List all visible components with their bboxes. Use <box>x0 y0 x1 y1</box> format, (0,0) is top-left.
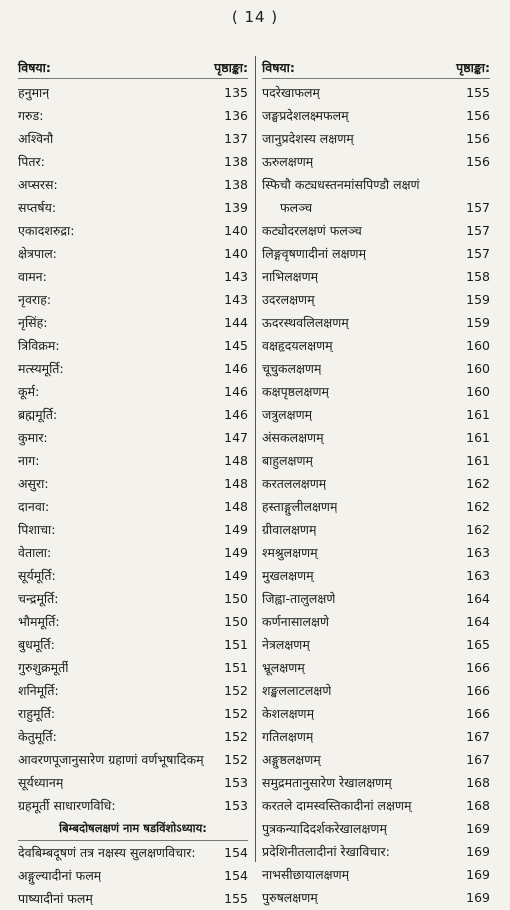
toc-entry <box>18 104 248 127</box>
entry-title: क्षेत्रपाल: <box>18 246 57 261</box>
entry-page: 162 <box>466 476 490 491</box>
entry-page: 147 <box>224 430 248 445</box>
toc-entry <box>18 725 248 748</box>
toc-entry <box>262 656 490 679</box>
entry-page: 140 <box>224 246 248 261</box>
entry-title: हस्ताङ्गुलीलक्षणम् <box>262 499 338 514</box>
toc-entry <box>262 541 490 564</box>
left-entry-list-after <box>18 841 248 910</box>
toc-entry <box>18 495 248 518</box>
entry-title: वेताला: <box>18 545 52 560</box>
entry-page: 166 <box>466 706 490 721</box>
toc-entry <box>18 887 248 910</box>
toc-entry <box>262 840 490 863</box>
toc-entry <box>18 564 248 587</box>
entry-title: ब्रह्ममूर्ति: <box>18 407 58 422</box>
entry-title: कर्णनासालक्षणे <box>262 614 329 629</box>
entry-title: चूचुकलक्षणम् <box>262 361 322 376</box>
entry-page: 152 <box>224 683 248 698</box>
entry-page: 152 <box>224 729 248 744</box>
entry-page: 169 <box>466 890 490 905</box>
entry-page: 136 <box>224 108 248 123</box>
entry-page: 158 <box>466 269 490 284</box>
entry-title: कुमार: <box>18 430 48 445</box>
entry-page: 156 <box>466 131 490 146</box>
toc-entry <box>262 288 490 311</box>
entry-page: 153 <box>224 775 248 790</box>
toc-entry <box>262 587 490 610</box>
entry-page: 162 <box>466 522 490 537</box>
entry-page: 168 <box>466 798 490 813</box>
toc-entry <box>262 564 490 587</box>
entry-title: नाभिलक्षणम् <box>262 269 319 284</box>
entry-page: 163 <box>466 568 490 583</box>
toc-entry <box>18 633 248 656</box>
toc-entry-multiline <box>262 173 490 196</box>
entry-title: ग्रहमूर्ती साधारणविधि: <box>18 798 116 813</box>
entry-title: पाष्यादीनां फलम् <box>18 891 93 906</box>
entry-title: हनुमान् <box>18 85 50 100</box>
entry-page: 154 <box>224 845 248 860</box>
toc-entry <box>18 679 248 702</box>
page-header: पृष्ठाङ्का: <box>456 60 490 75</box>
toc-entry <box>18 81 248 104</box>
toc-entry <box>18 311 248 334</box>
entry-title: अंसकलक्षणम् <box>262 430 324 445</box>
toc-entry <box>262 403 490 426</box>
entry-page: 149 <box>224 545 248 560</box>
topic-header: विषया: <box>18 60 51 75</box>
entry-page: 138 <box>224 177 248 192</box>
entry-title: अङ्गुल्यादीनां फलम् <box>18 868 102 883</box>
toc-entry <box>18 610 248 633</box>
entry-title: भौममूर्ति: <box>18 614 60 629</box>
entry-title: अप्सरस: <box>18 177 58 192</box>
entry-page: 159 <box>466 315 490 330</box>
entry-page: 163 <box>466 545 490 560</box>
toc-entry <box>262 357 490 380</box>
toc-entry <box>18 449 248 472</box>
entry-title: भ्रूलक्षणम् <box>262 660 305 675</box>
toc-entry <box>262 495 490 518</box>
entry-page: 146 <box>224 384 248 399</box>
entry-title: नृवराह: <box>18 292 52 307</box>
toc-entry <box>18 541 248 564</box>
entry-page: 164 <box>466 614 490 629</box>
entry-title: सप्तर्षय: <box>18 200 57 215</box>
entry-title: ग्रीवालक्षणम् <box>262 522 317 537</box>
entry-page: 152 <box>224 752 248 767</box>
entry-title: त्रिविक्रम: <box>18 338 60 353</box>
entry-page: 139 <box>224 200 248 215</box>
entry-page: 146 <box>224 407 248 422</box>
entry-page: 148 <box>224 499 248 514</box>
entry-title: अङ्गुष्ठलक्षणम् <box>262 752 321 767</box>
entry-title: श्मश्रुलक्षणम् <box>262 545 318 560</box>
entry-page: 151 <box>224 660 248 675</box>
entry-title: बुधमूर्ति: <box>18 637 55 652</box>
toc-entry <box>262 748 490 771</box>
toc-entry <box>262 633 490 656</box>
toc-entry <box>18 150 248 173</box>
entry-page: 148 <box>224 476 248 491</box>
entry-page: 146 <box>224 361 248 376</box>
toc-entry <box>18 587 248 610</box>
entry-title: वामन: <box>18 269 47 284</box>
entry-page: 160 <box>466 361 490 376</box>
column-divider <box>255 56 256 862</box>
entry-title: ऊदरस्थवलिलक्षणम् <box>262 315 349 330</box>
entry-page: 155 <box>224 891 248 906</box>
entry-page: 160 <box>466 384 490 399</box>
entry-page: 157 <box>466 223 490 238</box>
entry-page: 156 <box>466 154 490 169</box>
entry-page: 143 <box>224 292 248 307</box>
entry-title: करतललक्षणम् <box>262 476 327 491</box>
entry-page: 164 <box>466 591 490 606</box>
entry-title: जानुप्रदेशस्य लक्षणम् <box>262 131 354 146</box>
entry-title: राहुमूर्ति: <box>18 706 56 721</box>
entry-page: 140 <box>224 223 248 238</box>
toc-entry <box>262 518 490 541</box>
entry-title: उदरलक्षणम् <box>262 292 315 307</box>
entry-page: 162 <box>466 499 490 514</box>
entry-title: पितर: <box>18 154 45 169</box>
toc-entry <box>18 242 248 265</box>
right-entry-list-after <box>262 219 490 909</box>
entry-title: नाभसीछायालक्षणम् <box>262 867 350 882</box>
entry-title: मत्स्यमूर्ति: <box>18 361 64 376</box>
entry-title: कक्षपृष्ठलक्षणम् <box>262 384 329 399</box>
toc-entry <box>18 472 248 495</box>
entry-page: 167 <box>466 752 490 767</box>
entry-page: 150 <box>224 614 248 629</box>
entry-page: 153 <box>224 798 248 813</box>
entry-title: मुखलक्षणम् <box>262 568 314 583</box>
toc-entry <box>262 725 490 748</box>
entry-page: 144 <box>224 315 248 330</box>
entry-title: आवरणपूजानुसारेण ग्रहाणां वर्णभूषादिकम् <box>18 752 204 767</box>
entry-title: लिङ्गवृषणादीनां लक्षणम् <box>262 246 367 261</box>
entry-title: नाग: <box>18 453 40 468</box>
toc-entry <box>262 334 490 357</box>
entry-title: अश्विनौ <box>18 131 54 146</box>
right-column-header <box>262 58 490 79</box>
toc-entry <box>18 426 248 449</box>
entry-title: बाहुलक्षणम् <box>262 453 313 468</box>
entry-title: जिह्वा-तालुलक्षणे <box>262 591 336 606</box>
entry-page: 169 <box>466 821 490 836</box>
toc-entry <box>262 794 490 817</box>
toc-entry <box>18 771 248 794</box>
toc-entry <box>262 886 490 909</box>
entry-title: देवबिम्बदूषणं तत्र नक्षस्य सुलक्षणविचार: <box>18 845 196 860</box>
toc-entry <box>262 219 490 242</box>
right-column <box>262 58 490 909</box>
toc-entry <box>18 357 248 380</box>
toc-entry <box>18 173 248 196</box>
entry-page: 157 <box>466 200 490 215</box>
entry-page: 166 <box>466 683 490 698</box>
section-heading-text: बिम्बदोषलक्षणं नाम षडविंशोऽध्याय: <box>59 821 207 835</box>
toc-entry <box>262 81 490 104</box>
entry-page: 165 <box>466 637 490 652</box>
entry-page: 167 <box>466 729 490 744</box>
toc-entry <box>18 127 248 150</box>
toc-entry <box>262 679 490 702</box>
entry-title: समुद्रमतानुसारेण रेखालक्षणम् <box>262 775 392 790</box>
entry-title: करतले दामस्वस्तिकादीनां लक्षणम् <box>262 798 412 813</box>
entry-title: शङ्खललाटलक्षणे <box>262 683 332 698</box>
toc-entry <box>262 702 490 725</box>
entry-title: नृसिंह: <box>18 315 48 330</box>
entry-title: पदरेखाफलम् <box>262 85 320 100</box>
toc-entry <box>18 265 248 288</box>
entry-title-continued: फलञ्च <box>280 200 313 215</box>
entry-page: 169 <box>466 844 490 859</box>
entry-page: 135 <box>224 85 248 100</box>
right-entry-list <box>262 81 490 173</box>
entry-page: 161 <box>466 407 490 422</box>
toc-entry <box>262 863 490 886</box>
entry-title: गतिलक्षणम् <box>262 729 314 744</box>
toc-entry <box>262 104 490 127</box>
toc-entry <box>262 242 490 265</box>
entry-page: 149 <box>224 568 248 583</box>
toc-entry <box>262 380 490 403</box>
toc-entry-continuation <box>262 196 490 219</box>
toc-entry <box>262 610 490 633</box>
left-entry-list <box>18 81 248 817</box>
entry-title: पुत्रकन्यादिदर्शकरेखालक्षणम् <box>262 821 387 836</box>
toc-entry <box>18 380 248 403</box>
toc-entry <box>18 219 248 242</box>
left-column <box>18 58 248 910</box>
toc-entry <box>18 403 248 426</box>
entry-title: पिशाचा: <box>18 522 56 537</box>
toc-entry <box>262 150 490 173</box>
entry-page: 138 <box>224 154 248 169</box>
toc-entry <box>18 518 248 541</box>
entry-page: 161 <box>466 430 490 445</box>
entry-page: 156 <box>466 108 490 123</box>
entry-title: असुरा: <box>18 476 49 491</box>
entry-page: 145 <box>224 338 248 353</box>
entry-page: 160 <box>466 338 490 353</box>
toc-entry <box>18 794 248 817</box>
entry-title: चन्द्रमूर्ति: <box>18 591 59 606</box>
entry-title: सूर्यध्यानम् <box>18 775 64 790</box>
entry-page: 149 <box>224 522 248 537</box>
toc-entry <box>262 311 490 334</box>
toc-entry <box>18 841 248 864</box>
entry-title: जत्रुलक्षणम् <box>262 407 313 422</box>
toc-entry <box>262 127 490 150</box>
entry-title: जङ्घप्रदेशलक्ष्मफलम् <box>262 108 349 123</box>
toc-entry <box>18 656 248 679</box>
left-column-header <box>18 58 248 79</box>
entry-page: 152 <box>224 706 248 721</box>
entry-page: 161 <box>466 453 490 468</box>
entry-title: केशलक्षणम् <box>262 706 315 721</box>
entry-page: 157 <box>466 246 490 261</box>
entry-title: केतुमूर्ति: <box>18 729 57 744</box>
topic-header: विषया: <box>262 60 295 75</box>
entry-title: कूर्म: <box>18 384 40 399</box>
entry-title: कट्योदरलक्षणं फलञ्च <box>262 223 362 238</box>
entry-page: 166 <box>466 660 490 675</box>
entry-page: 154 <box>224 868 248 883</box>
entry-page: 148 <box>224 453 248 468</box>
entry-title: सूर्यमूर्ति: <box>18 568 56 583</box>
toc-entry <box>18 748 248 771</box>
page-header: पृष्ठाङ्का: <box>214 60 248 75</box>
entry-page: 169 <box>466 867 490 882</box>
section-heading <box>18 817 248 841</box>
page-number: ( 14 ) <box>231 8 279 26</box>
entry-title: नेत्रलक्षणम् <box>262 637 310 652</box>
entry-title: पुरुषलक्षणम् <box>262 890 318 905</box>
toc-entry <box>262 817 490 840</box>
toc-entry <box>262 472 490 495</box>
entry-title: स्फिचौ कट्यधस्तनमांसपिण्डौ लक्षणं <box>262 177 420 192</box>
toc-entry <box>262 426 490 449</box>
entry-page: 155 <box>466 85 490 100</box>
toc-entry <box>262 265 490 288</box>
entry-title: एकादशरुद्रा: <box>18 223 75 238</box>
entry-page: 143 <box>224 269 248 284</box>
entry-title: ऊरुलक्षणम् <box>262 154 314 169</box>
toc-entry <box>262 771 490 794</box>
toc-entry <box>18 864 248 887</box>
toc-entry <box>18 196 248 219</box>
entry-page: 159 <box>466 292 490 307</box>
toc-entry <box>18 334 248 357</box>
entry-page: 168 <box>466 775 490 790</box>
toc-entry <box>18 288 248 311</box>
entry-title: गुरुशुक्रमूर्ती <box>18 660 69 675</box>
entry-title: गरुड: <box>18 108 44 123</box>
entry-title: प्रदेशिनीतलादीनां रेखाविचार: <box>262 844 390 859</box>
entry-title: शनिमूर्ति: <box>18 683 59 698</box>
entry-title: दानवा: <box>18 499 50 514</box>
entry-title: वक्षहृदयलक्षणम् <box>262 338 333 353</box>
toc-entry <box>18 702 248 725</box>
entry-page: 151 <box>224 637 248 652</box>
entry-page: 137 <box>224 131 248 146</box>
toc-entry <box>262 449 490 472</box>
entry-page: 150 <box>224 591 248 606</box>
